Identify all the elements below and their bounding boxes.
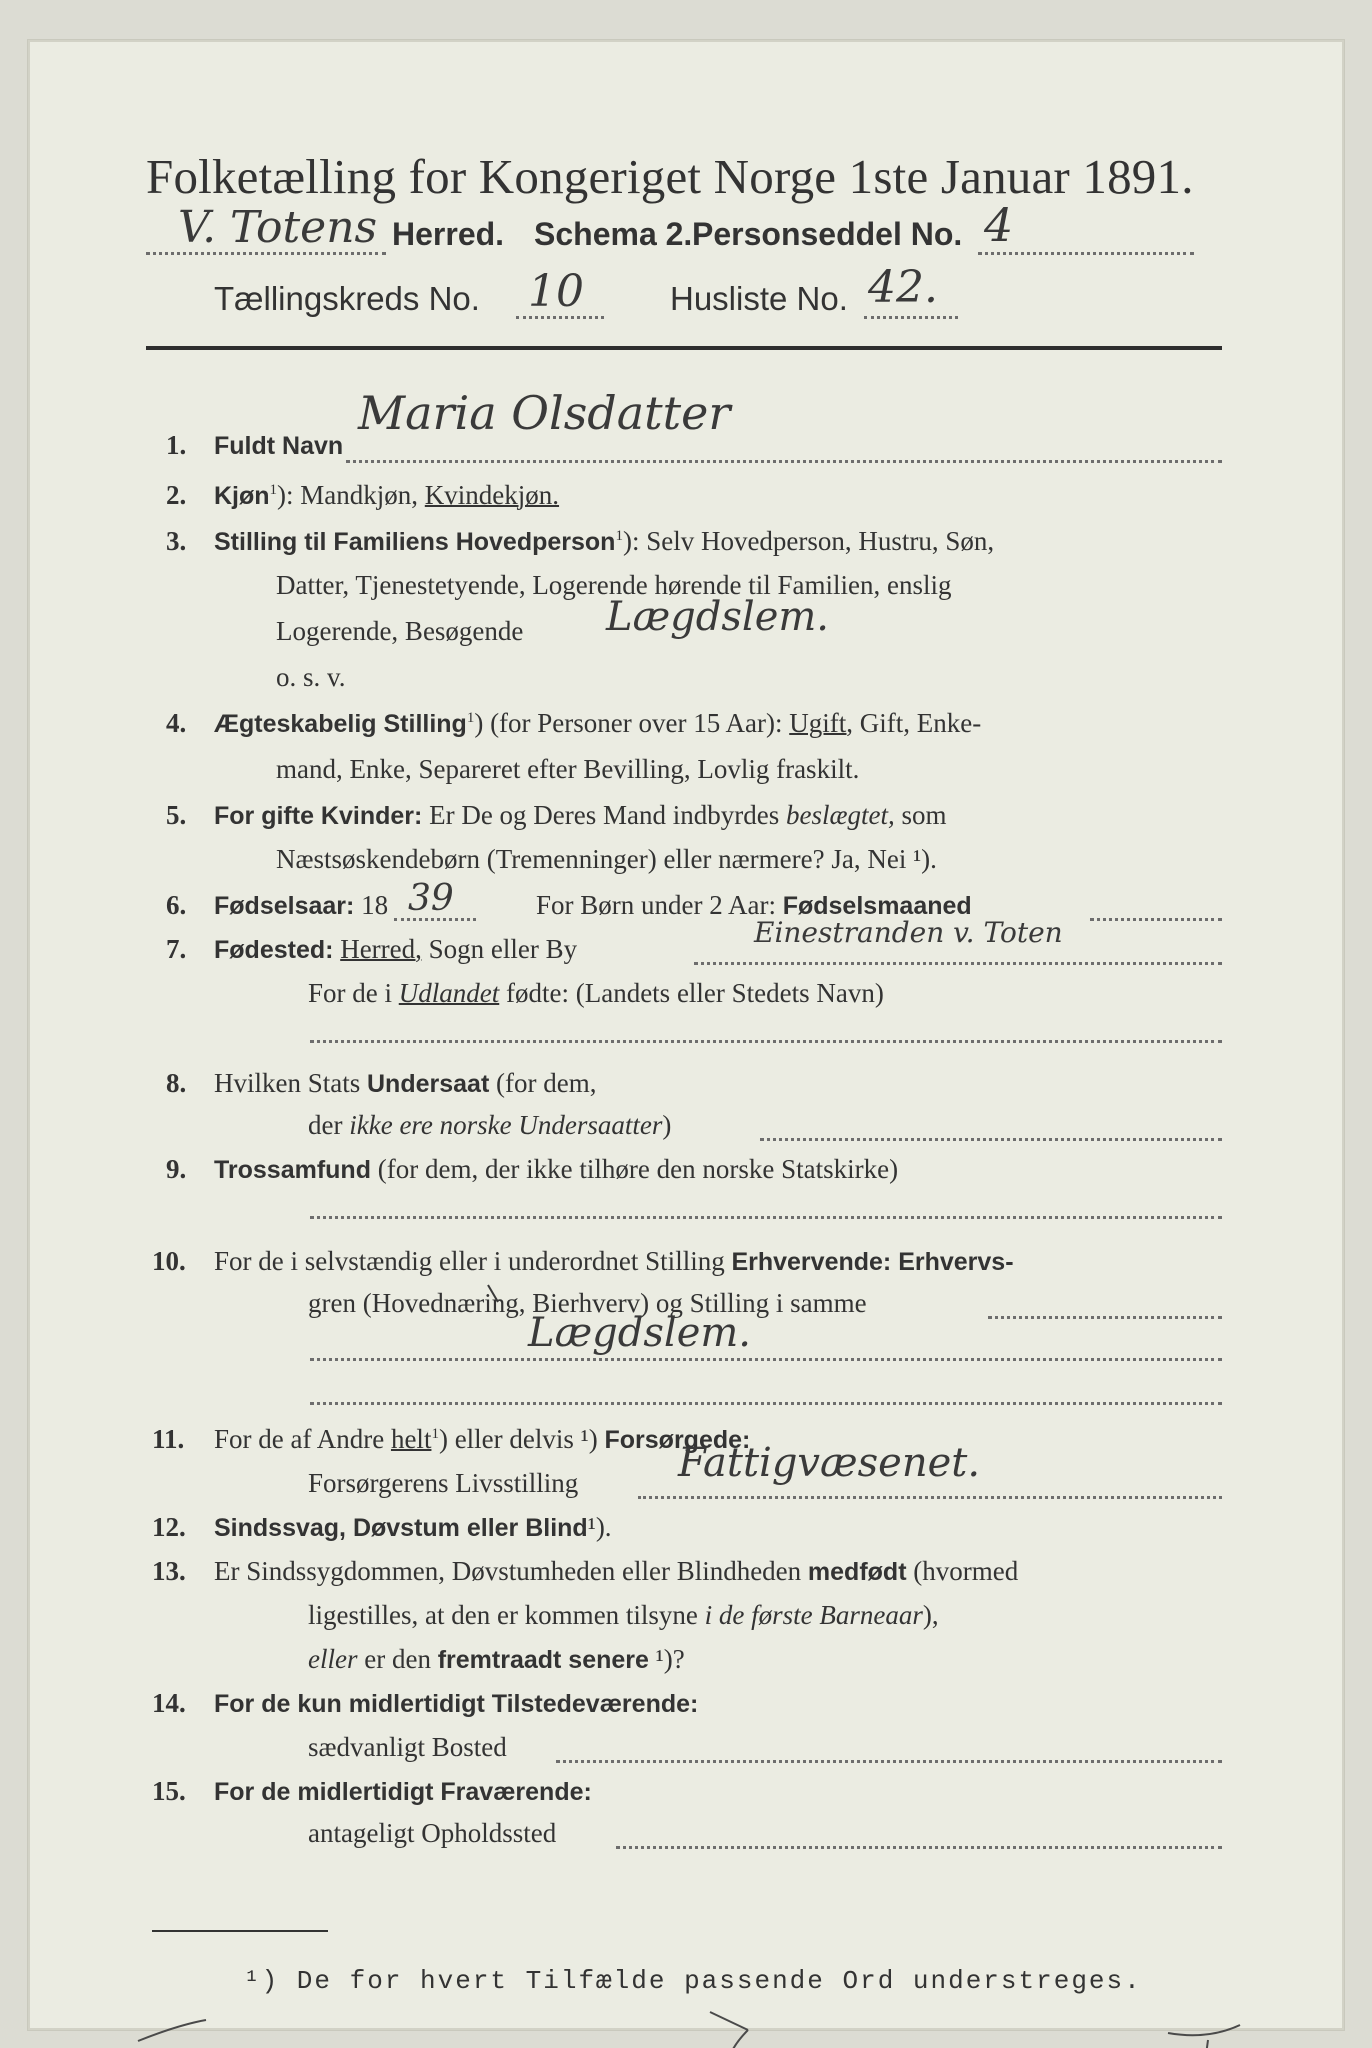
q12-text: ¹).	[587, 1512, 612, 1542]
q7-underlined: Herred,	[340, 934, 422, 964]
q13-line3-italic: eller	[308, 1644, 358, 1674]
q10-answer: Lægdslem.	[528, 1310, 752, 1356]
husliste-label: Husliste No.	[670, 280, 848, 317]
q6-label: Fødselsaar:	[214, 892, 355, 920]
q11-answer: Fattigvæsenet.	[678, 1440, 981, 1486]
q4-line2: mand, Enke, Separeret efter Bevilling, Lovlig fraskilt.	[276, 754, 860, 784]
q11-label: Forsørgede:	[604, 1426, 751, 1454]
husliste-handwritten: 42.	[868, 262, 938, 313]
q4-number: 4.	[166, 708, 187, 738]
q5-line2: Næstsøskendebørn (Tremenninger) eller nærmere? Ja, Nei ¹).	[276, 844, 937, 874]
q1-label: Fuldt Navn	[214, 432, 344, 460]
q1-answer: Maria Olsdatter	[358, 386, 731, 440]
q4-sup: 1	[466, 710, 475, 726]
q11-line2: Forsørgerens Livsstilling	[308, 1468, 579, 1498]
q9-label: Trossamfund	[214, 1156, 371, 1184]
q13-line2-italic: i de første Barneaar	[704, 1600, 923, 1630]
q5-text-a: Er De og Deres Mand indbyrdes	[422, 800, 786, 830]
q8-number: 8.	[166, 1068, 187, 1098]
q6-number: 6.	[166, 890, 187, 920]
q11-underlined: helt	[390, 1424, 432, 1454]
q6-text-b: For Børn under 2 Aar:	[536, 890, 776, 920]
q13-text-b: (hvormed	[906, 1556, 1019, 1586]
q3-line2: Datter, Tjenestetyende, Logerende hørende til Familien, enslig	[276, 570, 952, 600]
personseddel-handwritten: 4	[984, 198, 1014, 252]
q13-text-a: Er Sindssygdommen, Døvstumheden eller Blindheden	[214, 1556, 808, 1586]
q7-line2-italic: Udlandet	[398, 978, 500, 1008]
q7-label: Fødested:	[214, 936, 334, 964]
personseddel-label: Personseddel No.	[692, 216, 963, 252]
q2-sup: 1	[269, 482, 278, 498]
q13-line2-b: ),	[922, 1600, 939, 1630]
q13-number: 13.	[152, 1556, 186, 1586]
pen-stroke-left	[138, 2020, 206, 2041]
q6-year-prefix: 18	[361, 890, 389, 920]
q4-label: Ægteskabelig Stilling	[214, 710, 467, 738]
q10-number: 10.	[152, 1246, 186, 1276]
q11-sup: 1	[431, 1426, 439, 1442]
q14-label: For de kun midlertidigt Tilstedeværende:	[214, 1690, 699, 1718]
q7-number: 7.	[166, 934, 187, 964]
census-form-sheet	[28, 40, 1344, 2030]
footnote: ¹) De for hvert Tilfælde passende Ord understreges.	[244, 1966, 1142, 1996]
q4-text-a: ) (for Personer over 15 Aar):	[474, 708, 790, 738]
q5-label: For gifte Kvinder:	[214, 802, 423, 830]
q14-number: 14.	[152, 1688, 186, 1718]
q14-line2: sædvanligt Bosted	[308, 1732, 507, 1762]
q2-text-b: Kvindekjøn.	[424, 480, 560, 510]
q7-text-a: Sogn eller By	[421, 934, 578, 964]
q9-text: (for dem, der ikke tilhøre den norske Statskirke)	[370, 1154, 899, 1184]
q8-line2-italic: ikke ere norske Undersaatter	[349, 1110, 663, 1140]
q11-text-b: ) eller delvis ¹)	[438, 1424, 605, 1454]
q9-number: 9.	[166, 1154, 187, 1184]
q12-label: Sindssvag, Døvstum eller Blind	[214, 1514, 588, 1542]
q2-label: Kjøn	[214, 482, 270, 510]
herred-label: Herred.	[392, 216, 505, 252]
q6-year-handwritten: 39	[408, 878, 454, 919]
q13-line3-b: ¹)?	[648, 1644, 685, 1674]
q7-line2-b: fødte: (Landets eller Stedets Navn)	[499, 978, 884, 1008]
q3-line4: o. s. v.	[276, 662, 346, 692]
q13-line3-bold: fremtraadt senere	[437, 1646, 649, 1674]
q8-line2-a: der	[308, 1110, 350, 1140]
herred-handwritten: V. Totens	[178, 202, 378, 253]
q7-line2-a: For de i	[308, 978, 399, 1008]
q3-line3: Logerende, Besøgende	[276, 616, 524, 646]
q4-text-b: Gift, Enke-	[852, 708, 982, 738]
schema-label: Schema 2.	[534, 216, 693, 252]
q1-number: 1.	[166, 430, 187, 460]
handwritten-tick	[488, 1285, 498, 1302]
q10-text-a: For de i selvstændig eller i underordnet Stilling	[214, 1246, 732, 1276]
q3-label: Stilling til Familiens Hovedperson	[214, 528, 616, 556]
q8-text-a: Hvilken Stats	[214, 1068, 367, 1098]
q11-text-a: For de af Andre	[214, 1424, 391, 1454]
q13-label: medfødt	[807, 1558, 907, 1586]
q8-line2-b: )	[662, 1110, 672, 1140]
pen-stroke-right	[1168, 2025, 1240, 2048]
q13-line3-a: er den	[357, 1644, 438, 1674]
q4-underlined: Ugift,	[789, 708, 853, 738]
q5-number: 5.	[166, 800, 187, 830]
q10-line2: gren (Hovednæring, Bierhverv) og Stilling i samme	[308, 1288, 867, 1318]
q11-number: 11.	[152, 1424, 185, 1454]
q13-line2-a: ligestilles, at den er kommen tilsyne	[308, 1600, 705, 1630]
q10-label: Erhvervende: Erhvervs-	[731, 1248, 1014, 1276]
q15-number: 15.	[152, 1776, 186, 1806]
q3-number: 3.	[166, 526, 187, 556]
q7-answer: Einestranden v. Toten	[754, 916, 1063, 949]
kreds-handwritten: 10	[528, 266, 584, 317]
q3-sup: 1	[615, 528, 623, 544]
kreds-label: Tællingskreds No.	[214, 280, 480, 317]
q2-number: 2.	[166, 480, 187, 510]
q5-italic: beslægtet,	[786, 800, 895, 830]
q12-number: 12.	[152, 1512, 186, 1542]
pen-marks	[28, 40, 1344, 2030]
q2-text-a: ): Mandkjøn,	[277, 480, 425, 510]
form-title: Folketælling for Kongeriget Norge 1ste Januar 1891.	[146, 149, 1194, 204]
pen-stroke-center	[710, 2012, 748, 2048]
q8-label: Undersaat	[367, 1070, 490, 1098]
q15-line2: antageligt Opholdssted	[308, 1818, 557, 1848]
q6-label-b: Fødselsmaaned	[782, 892, 972, 920]
q3-line1-text: ): Selv Hovedperson, Hustru, Søn,	[622, 526, 995, 556]
q15-label: For de midlertidigt Fraværende:	[214, 1778, 592, 1806]
q5-text-b: som	[894, 800, 947, 830]
q3-answer: Lægdslem.	[606, 594, 830, 640]
q8-text-b: (for dem,	[489, 1068, 597, 1098]
